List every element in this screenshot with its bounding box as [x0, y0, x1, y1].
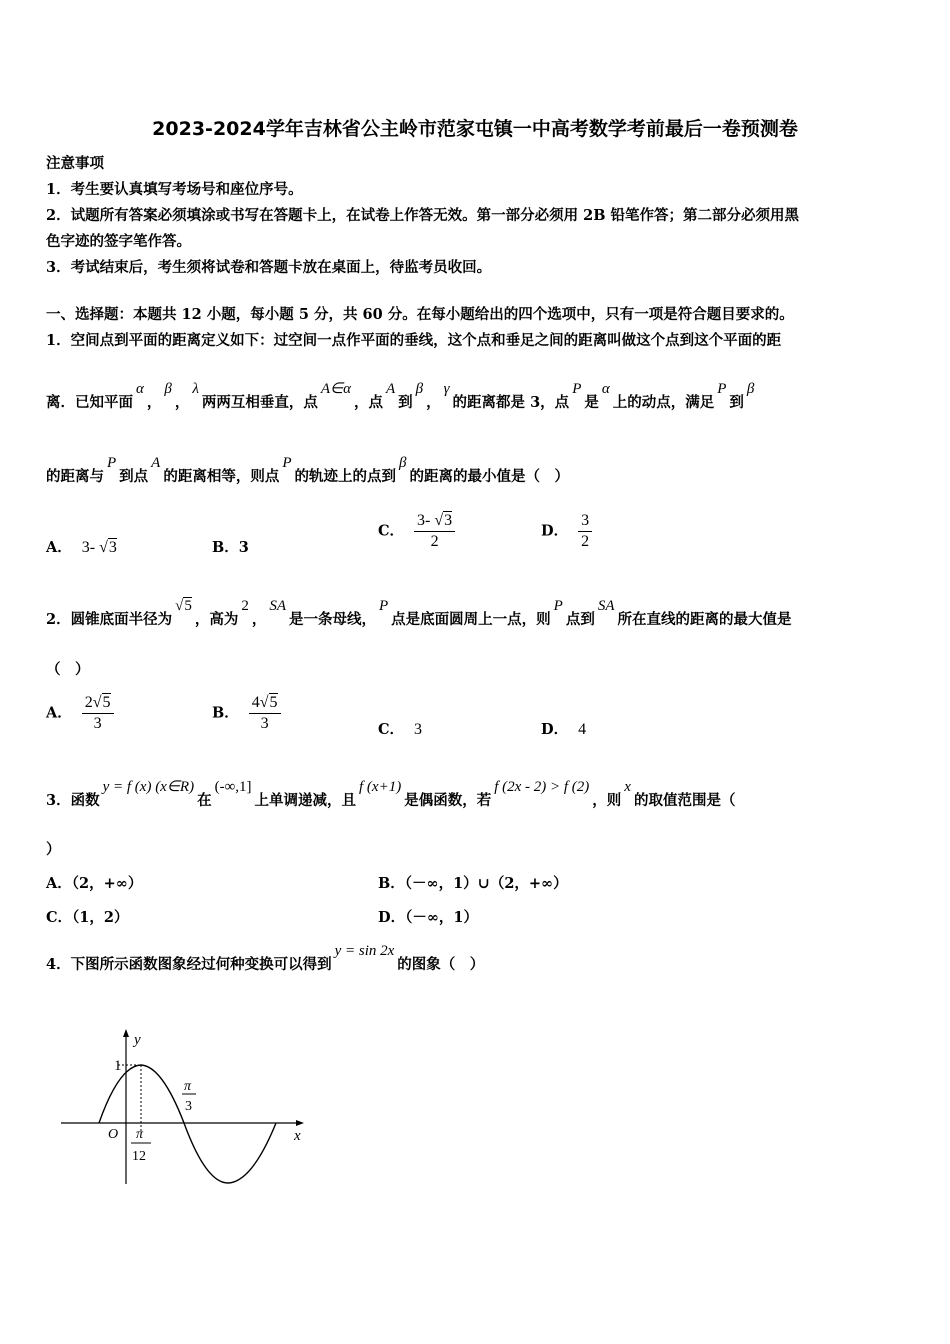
q3-option-d[interactable]: D．（－∞，1） — [378, 909, 478, 926]
q2-option-a[interactable]: A． $\frac{2√5}{3}$ — [46, 694, 114, 733]
notice-heading: 注意事项 — [46, 155, 104, 172]
q3-option-b[interactable]: B．（－∞，1）∪（2，+∞） — [378, 875, 568, 892]
x-label: x — [294, 1128, 301, 1144]
notice-item-3: 3．考试结束后，考生须将试卷和答题卡放在桌面上，待监考员收回。 — [46, 259, 492, 276]
y-label: y — [134, 1032, 141, 1048]
q2-line1: 2．圆锥底面半径为√5，高为2，SA是一条母线，P点是底面圆周上一点，则P点到SA所在直线的距离的最大值是 — [46, 598, 792, 628]
q1-line3: 的距离与P到点A的距离相等，则点P的轨迹上的点到β的距离的最小值是（ ） — [46, 455, 569, 485]
sine-graph — [56, 1024, 316, 1194]
one-label: 1 — [114, 1058, 122, 1074]
x-axis-arrow — [296, 1120, 304, 1126]
origin-label: O — [108, 1127, 119, 1142]
section-heading: 一、选择题：本题共 12 小题，每小题 5 分，共 60 分。在每小题给出的四个选项中，只有一项是符合题目要求的。 — [46, 306, 794, 323]
y-axis-arrow — [123, 1029, 129, 1037]
q4-line1: 4．下图所示函数图象经过何种变换可以得到y = sin 2x的图象（ ） — [46, 943, 485, 973]
q1-option-c[interactable]: C． $\frac{3- √3}{2}$ — [378, 512, 455, 551]
notice-item-2-cont: 色字迹的签字笔作答。 — [46, 233, 191, 250]
q2-option-c[interactable]: C． 3 — [378, 721, 423, 738]
pi-twelfth-num: π — [136, 1127, 144, 1142]
q1-option-b[interactable]: B．3 — [212, 539, 249, 556]
pi-third-num: π — [184, 1079, 192, 1094]
q2-line2: （ ） — [46, 661, 90, 678]
q1-line2: 离．已知平面α，β，λ两两互相垂直，点A∈α，点A到β，γ的距离都是 3，点P是α上的动点，满足P到β — [46, 381, 755, 411]
pi-twelfth-den: 12 — [132, 1149, 146, 1164]
q3-option-a[interactable]: A．（2，+∞） — [46, 875, 143, 892]
pi-third-den: 3 — [185, 1099, 192, 1114]
q1-option-a[interactable]: A． 3- √3 — [46, 539, 117, 556]
q3-line2: ） — [46, 841, 61, 858]
notice-item-1: 1．考生要认真填写考场号和座位序号。 — [46, 181, 303, 198]
notice-item-2: 2．试题所有答案必须填涂或书写在答题卡上，在试卷上作答无效。第一部分必须用 2B 铅笔作答；第二部分必须用黑 — [46, 207, 800, 224]
q1-line1: 1．空间点到平面的距离定义如下：过空间一点作平面的垂线，这个点和垂足之间的距离叫做这个点到这个平面的距 — [46, 332, 782, 349]
q3-line1: 3．函数y = f (x) (x∈R)在(-∞,1]上单调递减，且f (x+1)是偶函数，若f (2x - 2) > f (2)，则x的取值范围是（ — [46, 779, 736, 809]
page-title: 2023-2024学年吉林省公主岭市范家屯镇一中高考数学考前最后一卷预测卷 — [152, 118, 798, 140]
q2-option-d[interactable]: D． 4 — [541, 721, 587, 738]
q3-option-c[interactable]: C．（1，2） — [46, 909, 129, 926]
q1-option-d[interactable]: D． $\frac{3}{2}$ — [541, 512, 592, 551]
q2-option-b[interactable]: B． $\frac{4√5}{3}$ — [212, 694, 281, 733]
